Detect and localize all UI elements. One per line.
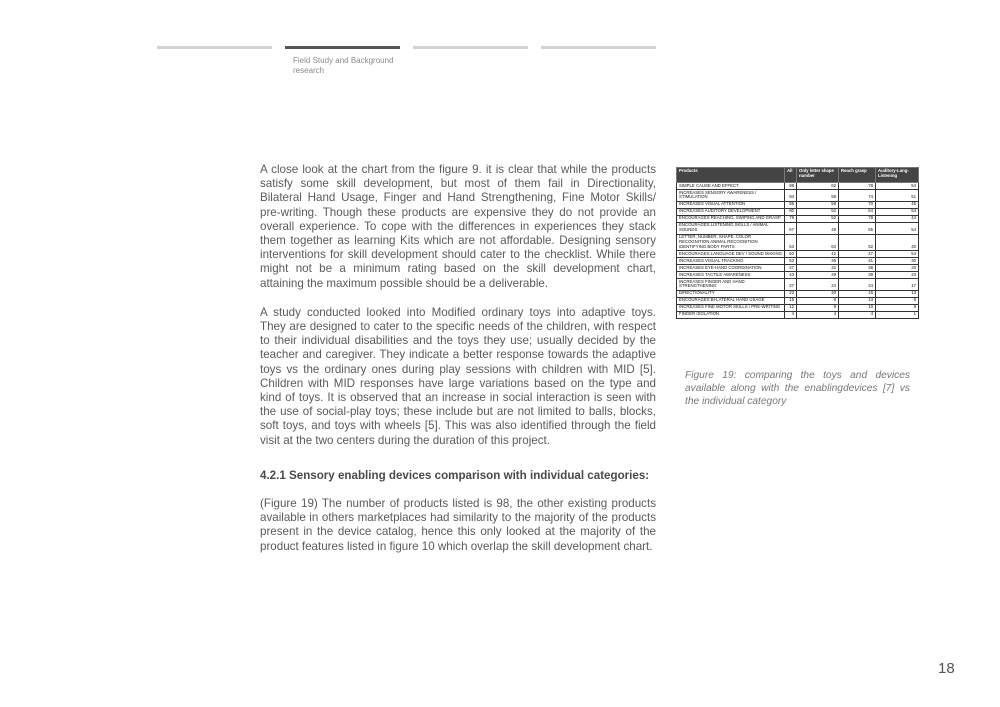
table-cell: 40	[876, 234, 919, 251]
table-cell: 8	[876, 304, 919, 311]
table-row	[677, 215, 919, 222]
section-label: Field Study and Background research	[293, 56, 394, 75]
table-cell: 41	[839, 258, 876, 265]
table-cell: 24	[839, 279, 876, 291]
table-cell: 62	[797, 183, 839, 190]
row-label: ENCOURAGES LISTENING SKILLS / ANIMAL SOUNDS	[677, 222, 785, 234]
column-header: All	[785, 168, 797, 183]
table-cell: 54	[876, 183, 919, 190]
row-label: SIMPLE CAUSE AND EFFECT	[677, 183, 785, 190]
table-cell: 33	[876, 265, 919, 272]
table-cell: 86	[785, 201, 797, 208]
column-header: Reach grasp	[839, 168, 876, 183]
table-row	[677, 272, 919, 279]
table-cell: 67	[785, 222, 797, 234]
table-cell: 47	[839, 251, 876, 258]
table-cell: 8	[876, 297, 919, 304]
table-cell: 49	[797, 222, 839, 234]
table-cell: 53	[785, 258, 797, 265]
table-cell: 78	[839, 183, 876, 190]
column-header: Products	[677, 168, 785, 183]
table-cell: 74	[839, 189, 876, 201]
table-cell: 9	[797, 297, 839, 304]
row-label: INCREASES TACTILE AWARENESS	[677, 272, 785, 279]
table-header-row	[677, 168, 919, 183]
table-cell: 20	[797, 290, 839, 297]
table-cell: 23	[876, 272, 919, 279]
row-label: INCREASES AUDITORY DEVELOPMENT	[677, 208, 785, 215]
row-label: LETTER, NUMBER, SHAPE, COLOR RECOGNITION ANIMAL RECOGNITION IDENTIFYING BODY PARTS	[677, 234, 785, 251]
table-cell: 63	[785, 234, 797, 251]
page-number: 18	[938, 660, 955, 677]
table-row	[677, 258, 919, 265]
body-text	[260, 163, 656, 569]
table-cell: 36	[797, 258, 839, 265]
table-row	[677, 279, 919, 291]
progress-segment	[157, 46, 272, 49]
row-label: FINGER ISOLATION	[677, 311, 785, 318]
table-row	[677, 251, 919, 258]
table-cell: 27	[785, 279, 797, 291]
table-cell: 43	[785, 272, 797, 279]
table-cell: 78	[839, 215, 876, 222]
table-cell: 98	[785, 183, 797, 190]
row-label: INCREASES EYE-HAND COORDINATION	[677, 265, 785, 272]
table-cell: 4	[839, 311, 876, 318]
row-label: ENCOURAGES REACHING, SWIPING AND GRASP	[677, 215, 785, 222]
column-header: Only letter shape number	[797, 168, 839, 183]
table-cell: 64	[839, 208, 876, 215]
paragraph: A study conducted looked into Modified ordinary toys into adaptive toys. They are designed to cater to the specific needs of the children, with respect to their individual disabilities and the toys they use; usually decided by the teacher and caregiver. They indicate a better response towards the adaptive toys vs the ordinary ones during play sessions with children with MID [5]. Children with MID responses have large variations based on the type and kind of toys. It is observed that an increase in social interaction is seen with the use of social-play toys; these include but are not limited to balls, blocks, soft toys, and toys with wheels [5]. This was also identified through the field visit at the two centers during the duration of this project.	[260, 305, 656, 447]
progress-segment	[541, 46, 656, 49]
subheading: 4.2.1 Sensory enabling devices comparison with individual categories:	[260, 468, 650, 482]
table-cell: 47	[785, 265, 797, 272]
figure-caption: Figure 19: comparing the toys and devices available along with the enablingdevices [7] vs the individual category	[685, 370, 910, 407]
table-row	[677, 311, 919, 318]
row-label: ENCOURAGES LANGUAGE DEV / SOUND MAKING	[677, 251, 785, 258]
table-cell: 51	[876, 189, 919, 201]
table-row	[677, 222, 919, 234]
table-cell: 13	[839, 297, 876, 304]
progress-segment	[413, 46, 528, 49]
table-row	[677, 208, 919, 215]
table-row	[677, 183, 919, 190]
table-cell: 54	[876, 251, 919, 258]
table-cell: 52	[797, 215, 839, 222]
table-cell: 9	[797, 304, 839, 311]
table-row	[677, 201, 919, 208]
table-cell: 42	[797, 251, 839, 258]
column-header: Auditory-Lang-Listening	[876, 168, 919, 183]
table-cell: 10	[839, 304, 876, 311]
table-cell: 55	[839, 222, 876, 234]
table-cell: 78	[785, 215, 797, 222]
progress-indicator	[157, 46, 656, 49]
table-cell: 30	[876, 258, 919, 265]
table-cell: 60	[785, 251, 797, 258]
table-cell: 12	[785, 304, 797, 311]
table-row	[677, 304, 919, 311]
table-cell: 45	[876, 201, 919, 208]
table-cell: 29	[797, 272, 839, 279]
table-cell: 23	[785, 290, 797, 297]
row-label: ENCOURAGES BI-LATERAL HAND USAGE	[677, 297, 785, 304]
table-cell: 32	[797, 265, 839, 272]
table-cell: 16	[839, 290, 876, 297]
table-cell: 52	[797, 208, 839, 215]
table-row	[677, 234, 919, 251]
table-cell: 24	[797, 279, 839, 291]
table-row	[677, 290, 919, 297]
figure-table	[676, 167, 918, 319]
row-label: INCREASES FINGER AND HAND STRENGTHENING	[677, 279, 785, 291]
table-cell: 54	[876, 208, 919, 215]
table-cell: 17	[876, 279, 919, 291]
table-cell: 58	[797, 189, 839, 201]
table-body	[677, 183, 919, 319]
table-cell: 39	[839, 272, 876, 279]
row-label: INCREASES VISUAL ATTENTION	[677, 201, 785, 208]
row-label: DIRECTIONALITY	[677, 290, 785, 297]
table-row	[677, 189, 919, 201]
table-cell: 70	[839, 201, 876, 208]
table-cell: 54	[876, 222, 919, 234]
table-cell: 52	[839, 234, 876, 251]
row-label: INCREASES VISUAL TRACKING	[677, 258, 785, 265]
paragraph: (Figure 19) The number of products listed is 98, the other existing products available in others marketplaces had similarity to the majority of the products present in the device catalog, hence this only looked at the majority of the product features listed in figure 10 which overlap the skill development chart.	[260, 497, 656, 553]
table-cell: 4	[785, 311, 797, 318]
table-cell: 13	[876, 290, 919, 297]
table-cell: 44	[876, 215, 919, 222]
comparison-table	[676, 167, 919, 319]
table-row	[677, 297, 919, 304]
table-cell: 94	[785, 189, 797, 201]
row-label: INCREASES FINE MOTOR SKILLS / PRE-WRITING	[677, 304, 785, 311]
progress-segment-active	[285, 46, 400, 49]
table-cell: 15	[785, 297, 797, 304]
table-cell: 80	[785, 208, 797, 215]
table-cell: 38	[839, 265, 876, 272]
row-label: INCREASES SENSORY AWARENESS / STIMULATION	[677, 189, 785, 201]
table-row	[677, 265, 919, 272]
table-cell: 1	[876, 311, 919, 318]
table-cell: 58	[797, 201, 839, 208]
paragraph: A close look at the chart from the figure 9. it is clear that while the products satisfy some skill development, but most of them fail in Directionality, Bilateral Hand Usage, Finger and Hand Strengthening, Fine Motor Skills/ pre-writing. Though these products are expensive they do not provide an overall experience. To cope with the differences in experiences they stack them together as learning Kits which are not affordable. Designing sensory interventions for skill development should cater to the checklist. While there might not be a minimum rating based on the skill development chart, attaining the maximum possible should be a deliverable.	[260, 163, 656, 290]
table-cell: 4	[797, 311, 839, 318]
table-cell: 63	[797, 234, 839, 251]
